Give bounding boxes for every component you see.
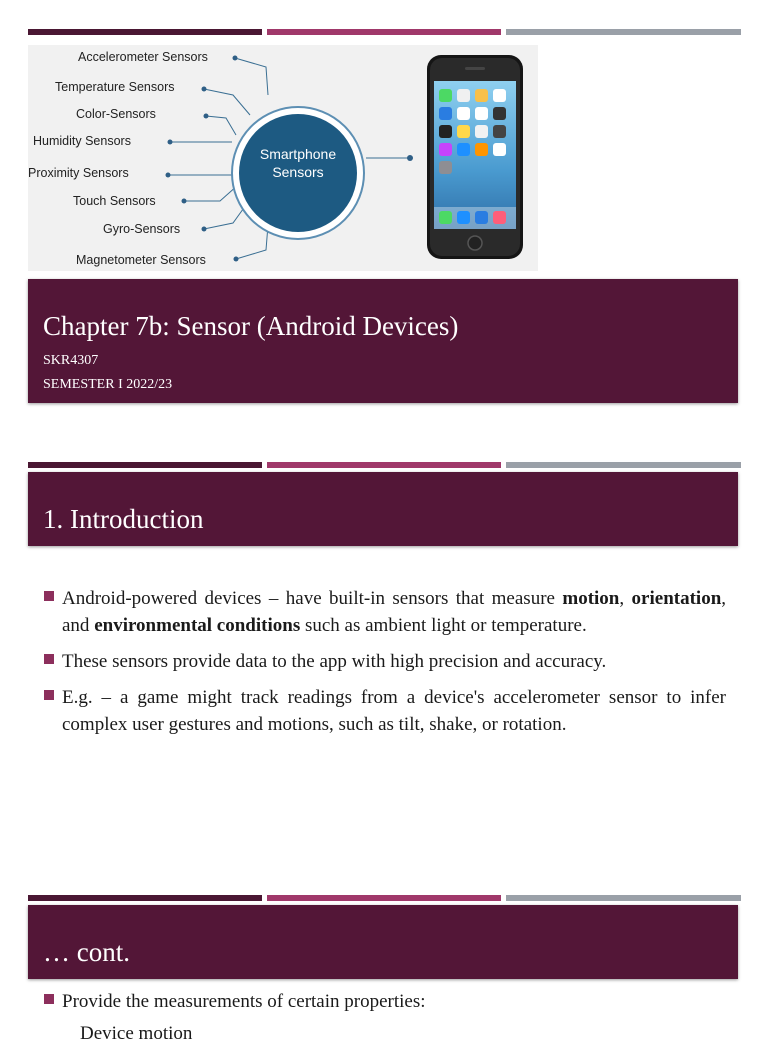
- stripe-grey: [506, 895, 741, 901]
- semester-label: SEMESTER I 2022/23: [43, 377, 173, 392]
- bullet-item: Provide the measurements of certain properties:: [44, 988, 726, 1015]
- stripe-magenta: [267, 29, 501, 35]
- sub-bullet-item: Device motion: [80, 1023, 193, 1044]
- slide2-accent-stripes: [28, 462, 741, 469]
- sensor-label-color: Color-Sensors: [76, 107, 156, 121]
- smartphone-icon: [427, 55, 523, 259]
- slide3-title-banner: [28, 905, 738, 979]
- bullet-item: These sensors provide data to the app with high precision and accuracy.: [44, 648, 726, 675]
- connector-dot: [166, 173, 171, 178]
- slide1-accent-stripes: [28, 29, 741, 36]
- sensor-label-humidity: Humidity Sensors: [33, 134, 131, 148]
- sensor-label-magnetometer: Magnetometer Sensors: [76, 253, 206, 267]
- center-label: [243, 145, 353, 181]
- sensor-label-accelerometer: Accelerometer Sensors: [78, 50, 208, 64]
- connector-dot: [182, 199, 187, 204]
- slide3-bullet-list: [44, 988, 726, 1056]
- sensor-label-temperature: Temperature Sensors: [55, 80, 175, 94]
- stripe-magenta: [267, 462, 501, 468]
- slide1-title-banner: [28, 279, 738, 403]
- connector-dot: [233, 56, 238, 61]
- bullet-text: such as ambient light or temperature.: [300, 615, 587, 636]
- stripe-dark: [28, 462, 262, 468]
- sensor-label-touch: Touch Sensors: [73, 194, 156, 208]
- stripe-magenta: [267, 895, 501, 901]
- bold-term-environmental: environmental conditions: [94, 615, 301, 636]
- chapter-title: Chapter 7b: Sensor (Android Devices): [43, 311, 459, 341]
- slide2-title-banner: [28, 472, 738, 546]
- section-title-cont: … cont.: [43, 937, 130, 967]
- connector-dot: [202, 87, 207, 92]
- sensor-label-proximity: Proximity Sensors: [28, 166, 129, 180]
- center-label-line1: Smartphone: [259, 146, 337, 162]
- slide2-bullet-list: [44, 585, 726, 747]
- sensor-label-gyro: Gyro-Sensors: [103, 222, 181, 236]
- bullet-item: E.g. – a game might track readings from a device's accelerometer sensor to infer complex user gestures and motions, such as tilt, shake, or rotation.: [44, 684, 726, 738]
- sensor-infographic: [28, 45, 538, 271]
- bold-term-motion: motion: [562, 588, 620, 609]
- center-label-line2: Sensors: [272, 164, 324, 180]
- connector-dot: [168, 140, 173, 145]
- bullet-text: Android-powered devices – have built-in sensors that measure: [62, 588, 563, 609]
- bullet-text: , and: [62, 588, 727, 636]
- bullet-item: [44, 585, 726, 639]
- stripe-dark: [28, 895, 262, 901]
- course-code: SKR4307: [43, 353, 99, 368]
- slide3-accent-stripes: [28, 895, 741, 902]
- section-title-introduction: 1. Introduction: [43, 504, 204, 534]
- stripe-grey: [506, 29, 741, 35]
- stripe-dark: [28, 29, 262, 35]
- stripe-grey: [506, 462, 741, 468]
- connector-dot: [234, 257, 239, 262]
- bullet-text: ,: [619, 588, 632, 609]
- connector-dot: [204, 114, 209, 119]
- connector-dot: [407, 155, 413, 161]
- bold-term-orientation: orientation: [631, 588, 722, 609]
- connector-dot: [202, 227, 207, 232]
